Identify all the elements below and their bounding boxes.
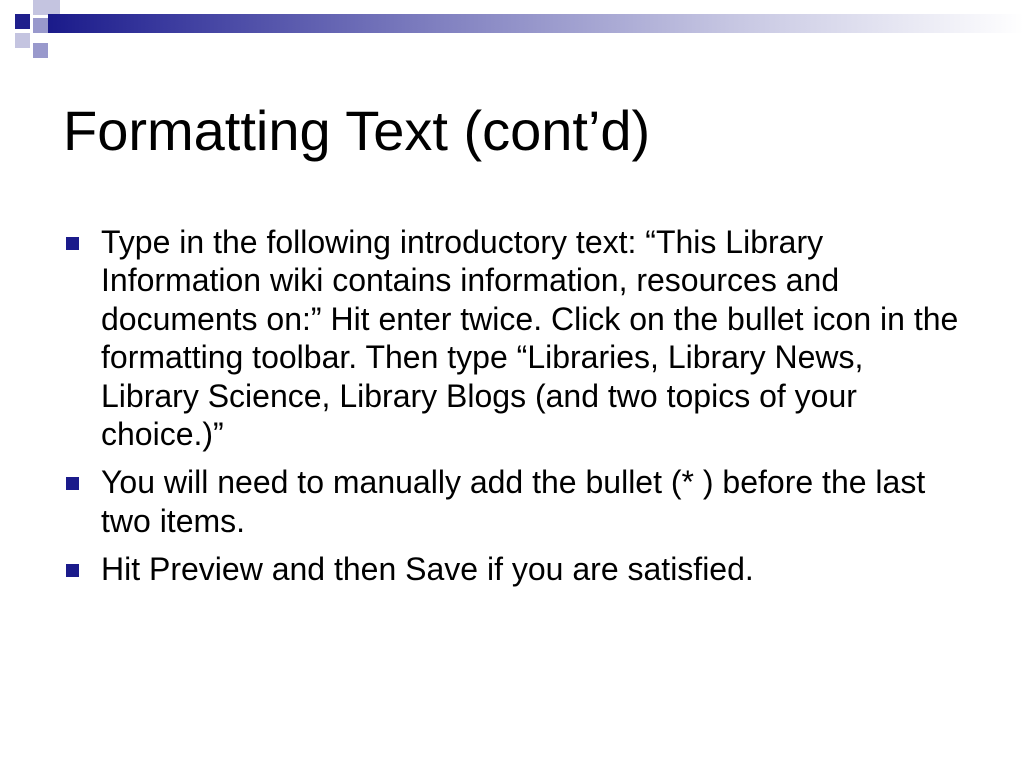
header-decoration bbox=[0, 0, 1024, 64]
decorative-square bbox=[33, 18, 48, 33]
bullet-text: You will need to manually add the bullet (* ) before the last two items. bbox=[101, 464, 926, 539]
decorative-square bbox=[33, 0, 48, 15]
bullet-item bbox=[63, 550, 963, 588]
decorative-square bbox=[15, 14, 30, 29]
decorative-square bbox=[48, 0, 60, 14]
header-gradient-band bbox=[48, 14, 1024, 33]
bullet-item bbox=[63, 223, 963, 453]
decorative-square bbox=[15, 33, 30, 48]
decorative-square bbox=[33, 43, 48, 58]
bullet-text: Type in the following introductory text: “This Library Information wiki contains information, resources and documents on:” Hit enter twice. Click on the bullet icon in the formatting toolbar. Then type “Libraries, Library News, Library Science, Library Blogs (and two topics of your choice.)” bbox=[101, 224, 959, 453]
square-bullet-icon bbox=[66, 564, 79, 577]
square-bullet-icon bbox=[66, 477, 79, 490]
square-bullet-icon bbox=[66, 237, 79, 250]
bullet-item bbox=[63, 463, 963, 540]
slide-title: Formatting Text (cont’d) bbox=[63, 99, 651, 162]
bullet-list bbox=[63, 223, 963, 599]
bullet-text: Hit Preview and then Save if you are satisfied. bbox=[101, 551, 754, 588]
